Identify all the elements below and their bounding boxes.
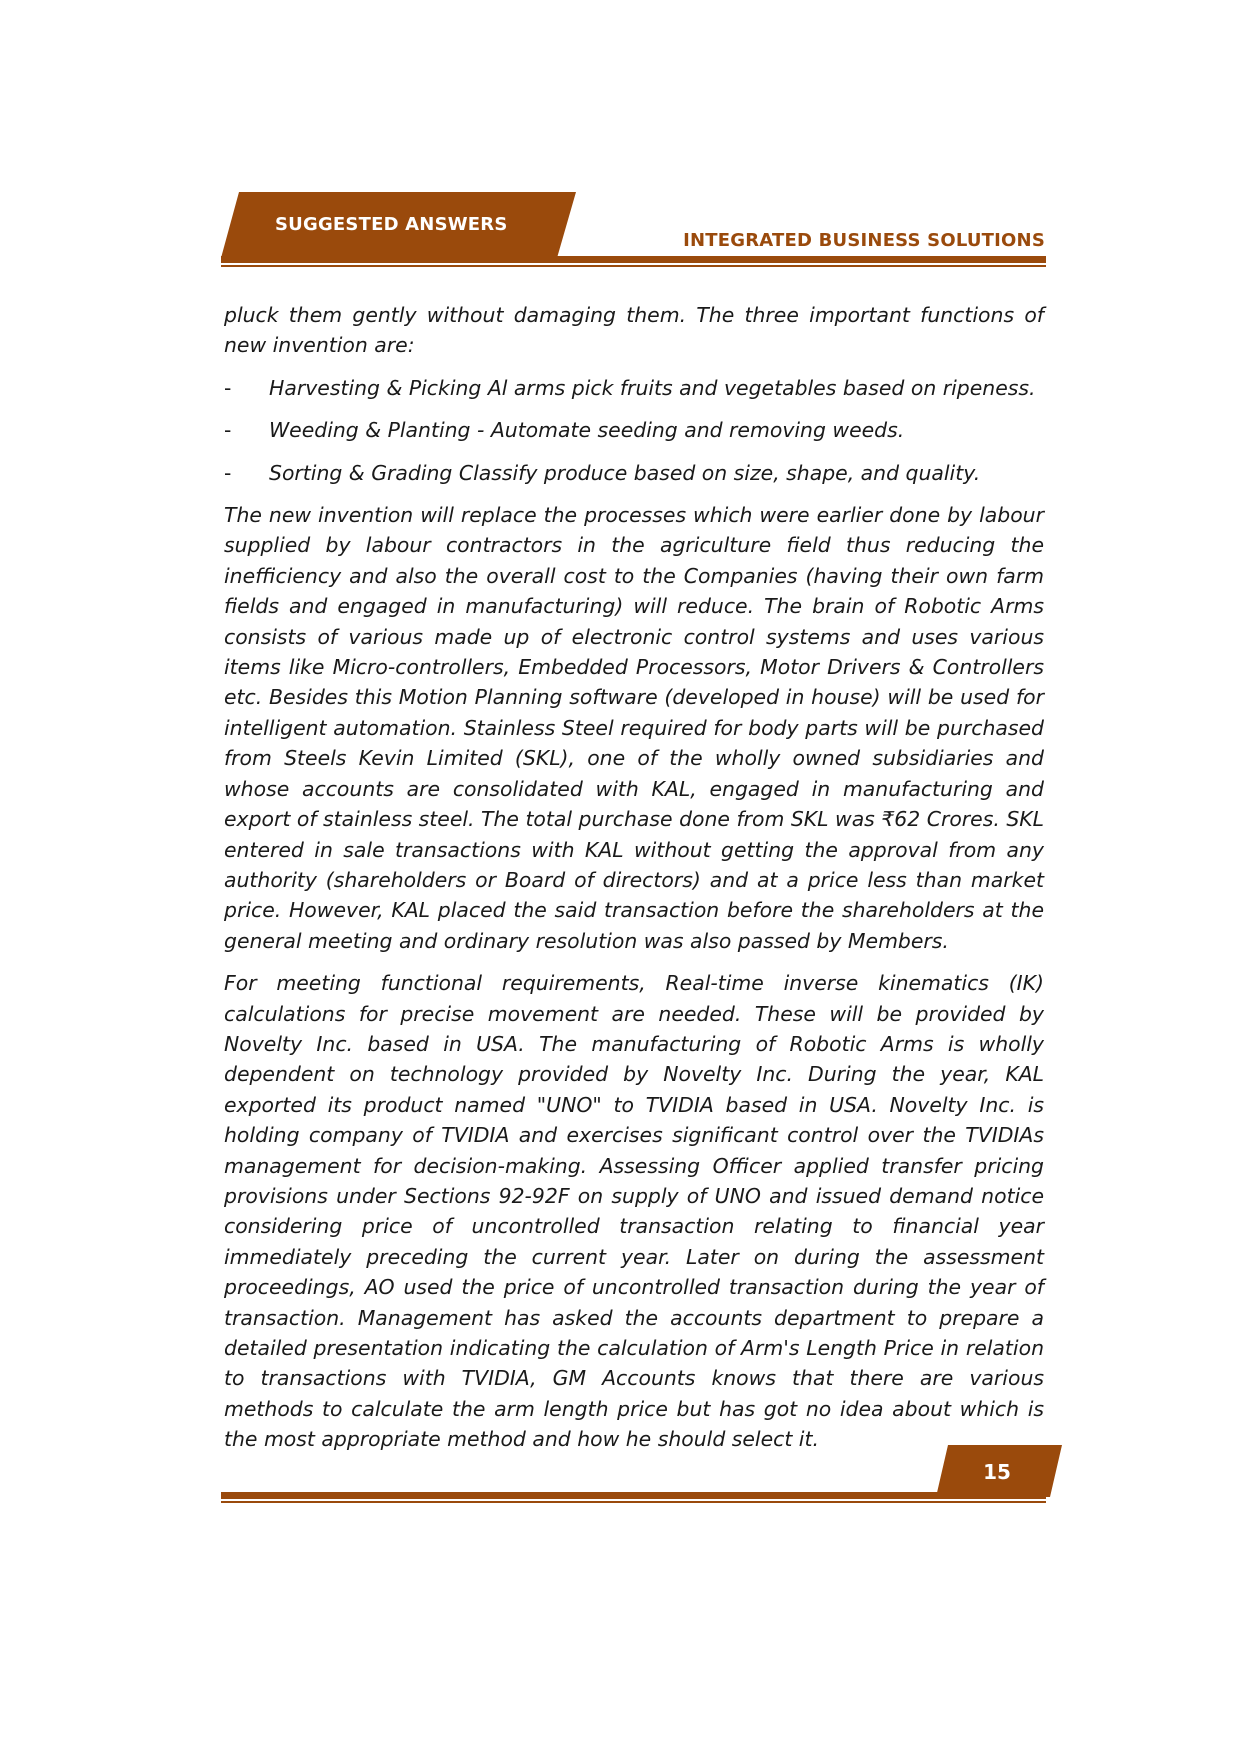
bullet-dash: - — [224, 375, 232, 400]
list-item — [224, 458, 1044, 488]
footer-rule — [221, 1492, 1046, 1499]
header-rule — [221, 256, 1046, 263]
page-number-tab — [936, 1445, 1062, 1497]
list-item-text: Harvesting & Picking Al arms pick fruits and vegetables based on ripeness. — [269, 375, 1036, 400]
body-paragraph-2: For meeting functional requirements, Real-time inverse kinematics (IK) calculations for precise movement are needed. These will be provided by Novelty Inc. based in USA. The manufacturing of Robotic Arms is wholly dependent on technology provided by Novelty Inc. During the year, KAL exported its product named "UNO" to TVIDIA based in USA. Novelty Inc. is holding company of TVIDIA and exercises significant control over the TVIDIAs management for decision-making. Assessing Officer applied transfer pricing provisions under Sections 92-92F on supply of UNO and issued demand notice considering price of uncontrolled transaction relating to financial year immediately preceding the current year. Later on during the assessment proceedings, AO used the price of uncontrolled transaction during the year of transaction. Management has asked the accounts department to prepare a detailed presentation indicating the calculation of Arm's Length Price in relation to transactions with TVIDIA, GM Accounts knows that there are various methods to calculate the arm length price but has got no idea about which is the most appropriate method and how he should select it. — [224, 971, 1044, 1452]
bullet-dash: - — [224, 418, 232, 443]
list-item-text: Weeding & Planting - Automate seeding and removing weeds. — [269, 418, 905, 443]
intro-paragraph: pluck them gently without damaging them. The three important functions of new invention are: — [224, 303, 1044, 358]
header-document-title: INTEGRATED BUSINESS SOLUTIONS — [683, 230, 1045, 251]
header-tab-label: SUGGESTED ANSWERS — [275, 214, 508, 235]
list-item — [224, 373, 1044, 403]
functions-list — [224, 373, 1044, 488]
list-item-text: Sorting & Grading Classify produce based on size, shape, and quality. — [269, 460, 981, 485]
body-paragraph-1: The new invention will replace the processes which were earlier done by labour supplied by labour contractors in the agriculture field thus reducing the inefficiency and also the overall cost to the Companies (having their own farm fields and engaged in manufacturing) will reduce. The brain of Robotic Arms consists of various made up of electronic control systems and uses various items like Micro-controllers, Embedded Processors, Motor Drivers & Controllers etc. Besides this Motion Planning software (developed in house) will be used for intelligent automation. Stainless Steel required for body parts will be purchased from Steels Kevin Limited (SKL), one of the wholly owned subsidiaries and whose accounts are consolidated with KAL, engaged in manufacturing and export of stainless steel. The total purchase done from SKL was ₹62 Crores. SKL entered in sale transactions with KAL without getting the approval from any authority (shareholders or Board of directors) and at a price less than market price. However, KAL placed the said transaction before the shareholders at the general meeting and ordinary resolution was also passed by Members. — [224, 503, 1044, 953]
list-item — [224, 415, 1044, 445]
page-number: 15 — [983, 1460, 1011, 1484]
header-rule-thin — [221, 265, 1046, 267]
header-section-tab — [221, 192, 576, 258]
footer-rule-thin — [221, 1501, 1046, 1503]
page-content — [224, 300, 1044, 1467]
bullet-dash: - — [224, 460, 232, 485]
